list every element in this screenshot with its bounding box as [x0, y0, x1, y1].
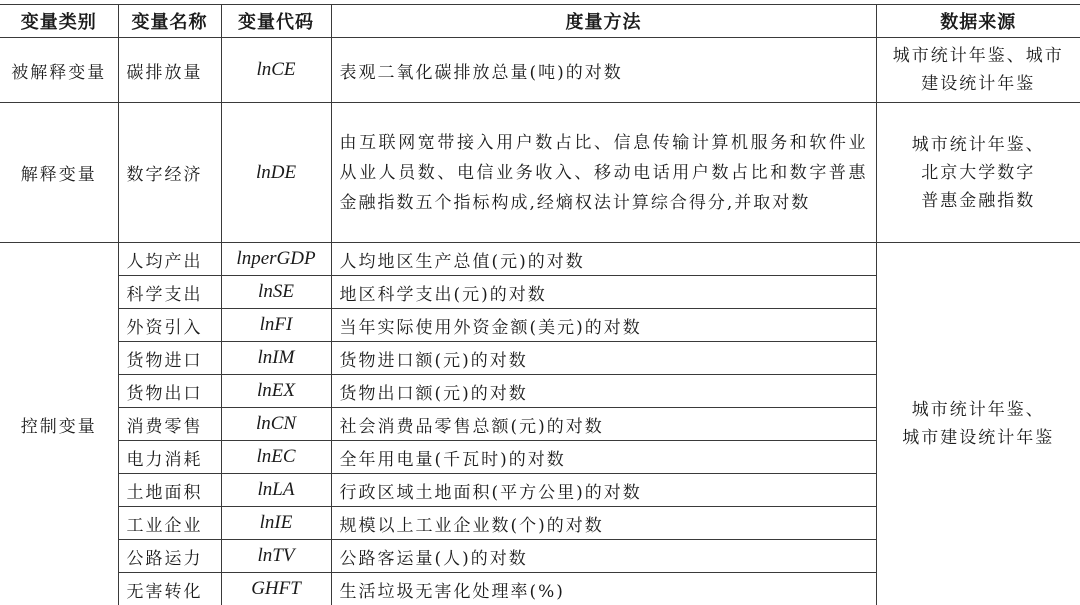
cell-code: lnEX: [221, 375, 331, 408]
header-row: [0, 5, 1080, 38]
cell-code: lnEC: [221, 441, 331, 474]
source-line: 城市统计年鉴、: [883, 396, 1075, 424]
header-source: 数据来源: [876, 5, 1080, 38]
table-row: [0, 243, 1080, 276]
table-row: [0, 38, 1080, 103]
cell-source: [876, 38, 1080, 103]
header-method: 度量方法: [331, 5, 876, 38]
cell-code: lnTV: [221, 540, 331, 573]
cell-code: lnFI: [221, 309, 331, 342]
cell-method: 行政区域土地面积(平方公里)的对数: [331, 474, 876, 507]
cell-name: 货物出口: [118, 375, 221, 408]
cell-source: [876, 103, 1080, 243]
source-line: 建设统计年鉴: [883, 70, 1075, 98]
cell-name: 公路运力: [118, 540, 221, 573]
cell-method: 由互联网宽带接入用户数占比、信息传输计算机服务和软件业从业人员数、电信业务收入、移动电话用户数占比和数字普惠金融指数五个指标构成,经熵权法计算综合得分,并取对数: [331, 103, 876, 243]
cell-name: 消费零售: [118, 408, 221, 441]
cell-code: lnIM: [221, 342, 331, 375]
cell-method: 货物进口额(元)的对数: [331, 342, 876, 375]
cell-name: 科学支出: [118, 276, 221, 309]
cell-name: 工业企业: [118, 507, 221, 540]
cell-code: lnLA: [221, 474, 331, 507]
cell-code: lnCN: [221, 408, 331, 441]
cell-code: GHFT: [221, 573, 331, 605]
cell-name: 土地面积: [118, 474, 221, 507]
cell-method: 人均地区生产总值(元)的对数: [331, 243, 876, 276]
cell-method: 货物出口额(元)的对数: [331, 375, 876, 408]
cell-method: 地区科学支出(元)的对数: [331, 276, 876, 309]
header-category: 变量类别: [0, 5, 118, 38]
source-line: 城市建设统计年鉴: [883, 424, 1075, 452]
cell-method: 规模以上工业企业数(个)的对数: [331, 507, 876, 540]
cell-method: 当年实际使用外资金额(美元)的对数: [331, 309, 876, 342]
cell-name: 电力消耗: [118, 441, 221, 474]
cell-category: 被解释变量: [0, 38, 118, 103]
cell-name: 人均产出: [118, 243, 221, 276]
cell-name: 碳排放量: [118, 38, 221, 103]
cell-category: 解释变量: [0, 103, 118, 243]
cell-category-control: 控制变量: [0, 243, 118, 605]
source-line: 北京大学数字: [883, 159, 1075, 187]
cell-code: lnCE: [221, 38, 331, 103]
cell-name: 货物进口: [118, 342, 221, 375]
table-row: [0, 103, 1080, 243]
cell-code: lnDE: [221, 103, 331, 243]
cell-method: 生活垃圾无害化处理率(%): [331, 573, 876, 605]
header-code: 变量代码: [221, 5, 331, 38]
source-line: 城市统计年鉴、: [883, 131, 1075, 159]
cell-method: 社会消费品零售总额(元)的对数: [331, 408, 876, 441]
variable-definition-table: [0, 4, 1080, 605]
cell-name: 外资引入: [118, 309, 221, 342]
source-line: 城市统计年鉴、城市: [883, 42, 1075, 70]
cell-code: lnSE: [221, 276, 331, 309]
cell-source-control: [876, 243, 1080, 605]
cell-method: 公路客运量(人)的对数: [331, 540, 876, 573]
cell-name: 数字经济: [118, 103, 221, 243]
cell-code: lnIE: [221, 507, 331, 540]
header-name: 变量名称: [118, 5, 221, 38]
source-line: 普惠金融指数: [883, 187, 1075, 215]
cell-method: 全年用电量(千瓦时)的对数: [331, 441, 876, 474]
cell-method: 表观二氧化碳排放总量(吨)的对数: [331, 38, 876, 103]
cell-code: lnperGDP: [221, 243, 331, 276]
cell-name: 无害转化: [118, 573, 221, 605]
